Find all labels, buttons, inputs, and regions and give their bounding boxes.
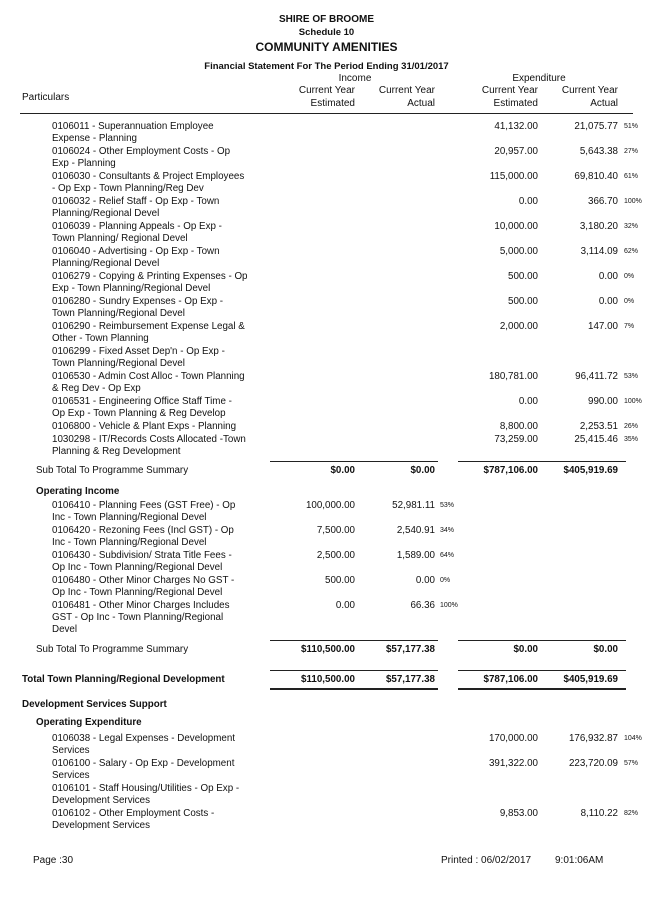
expense-pct-value: 26% xyxy=(624,423,639,430)
income-pct-value: 100% xyxy=(440,602,458,609)
expense-pct-value: 32% xyxy=(624,223,639,230)
subtotal2-exp-est: $0.00 xyxy=(513,644,538,655)
dev-expense-pct-value: 57% xyxy=(624,760,639,767)
total-label: Total Town Planning/Regional Development xyxy=(22,674,225,685)
inc-act-header-2: Actual xyxy=(407,98,435,109)
expense-pct-value: 35% xyxy=(624,436,639,443)
subtotal1-income-rule xyxy=(270,461,438,462)
expense-act-value: 69,810.40 xyxy=(574,171,618,182)
subtotal1-exp-rule xyxy=(458,461,626,462)
income-particular-line1: 0106420 - Rezoning Fees (Incl GST) - Op xyxy=(52,525,234,536)
expense-act-value: 0.00 xyxy=(598,271,618,282)
total-exp-bottom-rule xyxy=(458,688,626,690)
expense-pct-value: 51% xyxy=(624,123,639,130)
operating-income-heading: Operating Income xyxy=(36,486,120,497)
exp-est-header-2: Estimated xyxy=(493,98,538,109)
income-particular-line2: Op Inc - Town Planning/Regional Devel xyxy=(52,562,223,573)
dev-expense-est-value: 391,322.00 xyxy=(488,758,538,769)
expense-act-value: 25,415.46 xyxy=(574,434,618,445)
expense-act-value: 0.00 xyxy=(598,296,618,307)
income-est-value: 2,500.00 xyxy=(316,550,355,561)
expense-act-value: 3,180.20 xyxy=(579,221,618,232)
income-est-value: 0.00 xyxy=(335,600,355,611)
total-inc-est: $110,500.00 xyxy=(301,674,355,685)
subtotal2-exp-act: $0.00 xyxy=(593,644,618,655)
income-particular-line3: Devel xyxy=(52,624,78,635)
particulars-header: Particulars xyxy=(22,92,70,103)
income-act-value: 1,589.00 xyxy=(396,550,435,561)
expense-particular-line1: 0106032 - Relief Staff - Op Exp - Town xyxy=(52,196,220,207)
expense-pct-value: 27% xyxy=(624,148,639,155)
expense-act-value: 21,075.77 xyxy=(574,121,618,132)
expense-particular-line2: Planning/Regional Devel xyxy=(52,208,160,219)
total-inc-act: $57,177.38 xyxy=(385,674,435,685)
dev-expense-est-value: 170,000.00 xyxy=(488,733,538,744)
income-est-value: 500.00 xyxy=(325,575,355,586)
dev-expense-act-value: 176,932.87 xyxy=(568,733,618,744)
expense-particular-line1: 1030298 - IT/Records Costs Allocated -Town xyxy=(52,434,246,445)
expense-particular-line2: Town Planning/Regional Devel xyxy=(52,358,185,369)
expense-particular-line2: - Op Exp - Town Planning/Reg Dev xyxy=(52,183,204,194)
expense-particular-line1: 0106530 - Admin Cost Alloc - Town Planning xyxy=(52,371,245,382)
expense-act-value: 366.70 xyxy=(588,196,618,207)
expense-est-value: 500.00 xyxy=(508,296,538,307)
expense-est-value: 0.00 xyxy=(518,196,538,207)
expense-particular-line1: 0106279 - Copying & Printing Expenses - Op xyxy=(52,271,248,282)
exp-act-header-2: Actual xyxy=(590,98,618,109)
header-divider xyxy=(20,113,633,114)
total-exp-act: $405,919.69 xyxy=(563,674,618,685)
subtotal1-exp-est: $787,106.00 xyxy=(483,465,538,476)
dev-expense-particular-line2: Services xyxy=(52,745,90,756)
expense-act-value: 147.00 xyxy=(588,321,618,332)
expense-particular-line2: Planning & Reg Development xyxy=(52,446,181,457)
expense-particular-line1: 0106800 - Vehicle & Plant Exps - Planning xyxy=(52,421,237,432)
expense-est-value: 180,781.00 xyxy=(488,371,538,382)
schedule-label: Schedule 10 xyxy=(298,27,355,38)
expense-particular-line2: Op Exp - Town Planning & Reg Develop xyxy=(52,408,226,419)
expense-particular-line1: 0106290 - Reimbursement Expense Legal & xyxy=(52,321,245,332)
expense-particular-line2: Town Planning/ Regional Devel xyxy=(52,233,188,244)
expense-est-value: 500.00 xyxy=(508,271,538,282)
dev-expense-particular-line1: 0106102 - Other Employment Costs - xyxy=(52,808,215,819)
expense-est-value: 0.00 xyxy=(518,396,538,407)
expense-act-value: 5,643.38 xyxy=(579,146,618,157)
income-pct-value: 64% xyxy=(440,552,455,559)
expense-particular-line2: Expense - Planning xyxy=(52,133,137,144)
expense-pct-value: 100% xyxy=(624,398,642,405)
exp-act-header-1: Current Year xyxy=(561,85,618,96)
printed-time: 9:01:06AM xyxy=(555,855,604,866)
expense-est-value: 115,000.00 xyxy=(489,171,538,182)
income-particular-line1: 0106410 - Planning Fees (GST Free) - Op xyxy=(52,500,236,511)
expense-pct-value: 7% xyxy=(624,323,635,330)
expense-est-value: 10,000.00 xyxy=(494,221,538,232)
subtotal2-label: Sub Total To Programme Summary xyxy=(36,644,189,655)
printed-date: Printed : 06/02/2017 xyxy=(441,855,532,866)
expense-particular-line1: 0106030 - Consultants & Project Employees xyxy=(52,171,245,182)
dev-expense-act-value: 223,720.09 xyxy=(568,758,618,769)
income-pct-value: 0% xyxy=(440,577,451,584)
dev-expense-particular-line1: 0106038 - Legal Expenses - Development xyxy=(52,733,235,744)
expense-est-value: 8,800.00 xyxy=(499,421,538,432)
subtotal2-inc-est: $110,500.00 xyxy=(301,644,355,655)
income-est-value: 100,000.00 xyxy=(305,500,355,511)
subtotal1-inc-est: $0.00 xyxy=(330,465,355,476)
expense-particular-line2: Planning/Regional Devel xyxy=(52,258,160,269)
expense-est-value: 5,000.00 xyxy=(499,246,538,257)
expense-particular-line1: 0106011 - Superannuation Employee xyxy=(52,121,214,132)
dev-expense-particular-line2: Services xyxy=(52,770,90,781)
income-act-value: 52,981.11 xyxy=(392,500,435,511)
income-particular-line2: Inc - Town Planning/Regional Devel xyxy=(52,512,207,523)
income-header: Income xyxy=(338,73,372,84)
dev-section-heading: Development Services Support xyxy=(22,699,167,710)
subtotal1-label: Sub Total To Programme Summary xyxy=(36,465,189,476)
total-exp-top-rule xyxy=(458,670,626,671)
total-income-bottom-rule xyxy=(270,688,438,690)
report-subtitle: Financial Statement For The Period Ending 31/01/2017 xyxy=(204,61,449,72)
dev-expense-particular-line2: Development Services xyxy=(52,795,151,806)
total-income-top-rule xyxy=(270,670,438,671)
org-name: SHIRE OF BROOME xyxy=(278,14,374,25)
expense-est-value: 2,000.00 xyxy=(499,321,538,332)
exp-est-header-1: Current Year xyxy=(481,85,538,96)
expense-act-value: 96,411.72 xyxy=(575,371,618,382)
expense-act-value: 3,114.09 xyxy=(580,246,618,257)
subtotal2-exp-rule xyxy=(458,640,626,641)
expenditure-header: Expenditure xyxy=(512,73,566,84)
expense-pct-value: 53% xyxy=(624,373,639,380)
income-particular-line1: 0106481 - Other Minor Charges Includes xyxy=(52,600,230,611)
expense-particular-line1: 0106024 - Other Employment Costs - Op xyxy=(52,146,231,157)
expense-particular-line1: 0106039 - Planning Appeals - Op Exp - xyxy=(52,221,222,232)
expense-pct-value: 0% xyxy=(624,273,635,280)
dev-expense-pct-value: 82% xyxy=(624,810,639,817)
expense-particular-line1: 0106280 - Sundry Expenses - Op Exp - xyxy=(52,296,223,307)
page-number: Page :30 xyxy=(33,855,74,866)
income-particular-line1: 0106430 - Subdivision/ Strata Title Fees - xyxy=(52,550,232,561)
income-particular-line1: 0106480 - Other Minor Charges No GST - xyxy=(52,575,235,586)
expense-particular-line1: 0106531 - Engineering Office Staff Time - xyxy=(52,396,232,407)
expense-act-value: 990.00 xyxy=(588,396,618,407)
dev-expense-est-value: 9,853.00 xyxy=(499,808,538,819)
dev-expense-particular-line2: Development Services xyxy=(52,820,151,831)
subtotal2-inc-act: $57,177.38 xyxy=(385,644,435,655)
dev-expense-act-value: 8,110.22 xyxy=(580,808,618,819)
subtotal2-income-rule xyxy=(270,640,438,641)
expense-particular-line1: 0106299 - Fixed Asset Dep'n - Op Exp - xyxy=(52,346,225,357)
expense-pct-value: 61% xyxy=(624,173,639,180)
expense-pct-value: 0% xyxy=(624,298,635,305)
inc-act-header-1: Current Year xyxy=(378,85,435,96)
inc-est-header-2: Estimated xyxy=(310,98,355,109)
inc-est-header-1: Current Year xyxy=(298,85,355,96)
total-exp-est: $787,106.00 xyxy=(483,674,538,685)
income-pct-value: 34% xyxy=(440,527,455,534)
expense-particular-line2: Exp - Town Planning/Regional Devel xyxy=(52,283,211,294)
dev-expense-particular-line1: 0106101 - Staff Housing/Utilities - Op Exp - xyxy=(52,783,240,794)
income-particular-line2: GST - Op Inc - Town Planning/Regional xyxy=(52,612,224,623)
subtotal1-exp-act: $405,919.69 xyxy=(563,465,618,476)
report-title: COMMUNITY AMENITIES xyxy=(255,40,398,54)
expense-est-value: 73,259.00 xyxy=(494,434,538,445)
expense-est-value: 41,132.00 xyxy=(494,121,538,132)
income-act-value: 2,540.91 xyxy=(396,525,435,536)
income-particular-line2: Inc - Town Planning/Regional Devel xyxy=(52,537,207,548)
expense-pct-value: 100% xyxy=(624,198,642,205)
subtotal1-inc-act: $0.00 xyxy=(410,465,435,476)
expense-particular-line2: Town Planning/Regional Devel xyxy=(52,308,185,319)
dev-expense-particular-line1: 0106100 - Salary - Op Exp - Development xyxy=(52,758,235,769)
expense-act-value: 2,253.51 xyxy=(579,421,618,432)
income-particular-line2: Op Inc - Town Planning/Regional Devel xyxy=(52,587,223,598)
expense-est-value: 20,957.00 xyxy=(494,146,538,157)
income-pct-value: 53% xyxy=(440,502,455,509)
income-act-value: 66.36 xyxy=(410,600,435,611)
expense-particular-line2: Exp - Planning xyxy=(52,158,116,169)
dev-expense-pct-value: 104% xyxy=(624,735,642,742)
expense-particular-line1: 0106040 - Advertising - Op Exp - Town xyxy=(52,246,220,257)
expense-pct-value: 62% xyxy=(624,248,639,255)
operating-expenditure-heading: Operating Expenditure xyxy=(36,717,142,728)
expense-particular-line2: & Reg Dev - Op Exp xyxy=(52,383,141,394)
income-act-value: 0.00 xyxy=(415,575,435,586)
income-est-value: 7,500.00 xyxy=(316,525,355,536)
expense-particular-line2: Other - Town Planning xyxy=(52,333,149,344)
